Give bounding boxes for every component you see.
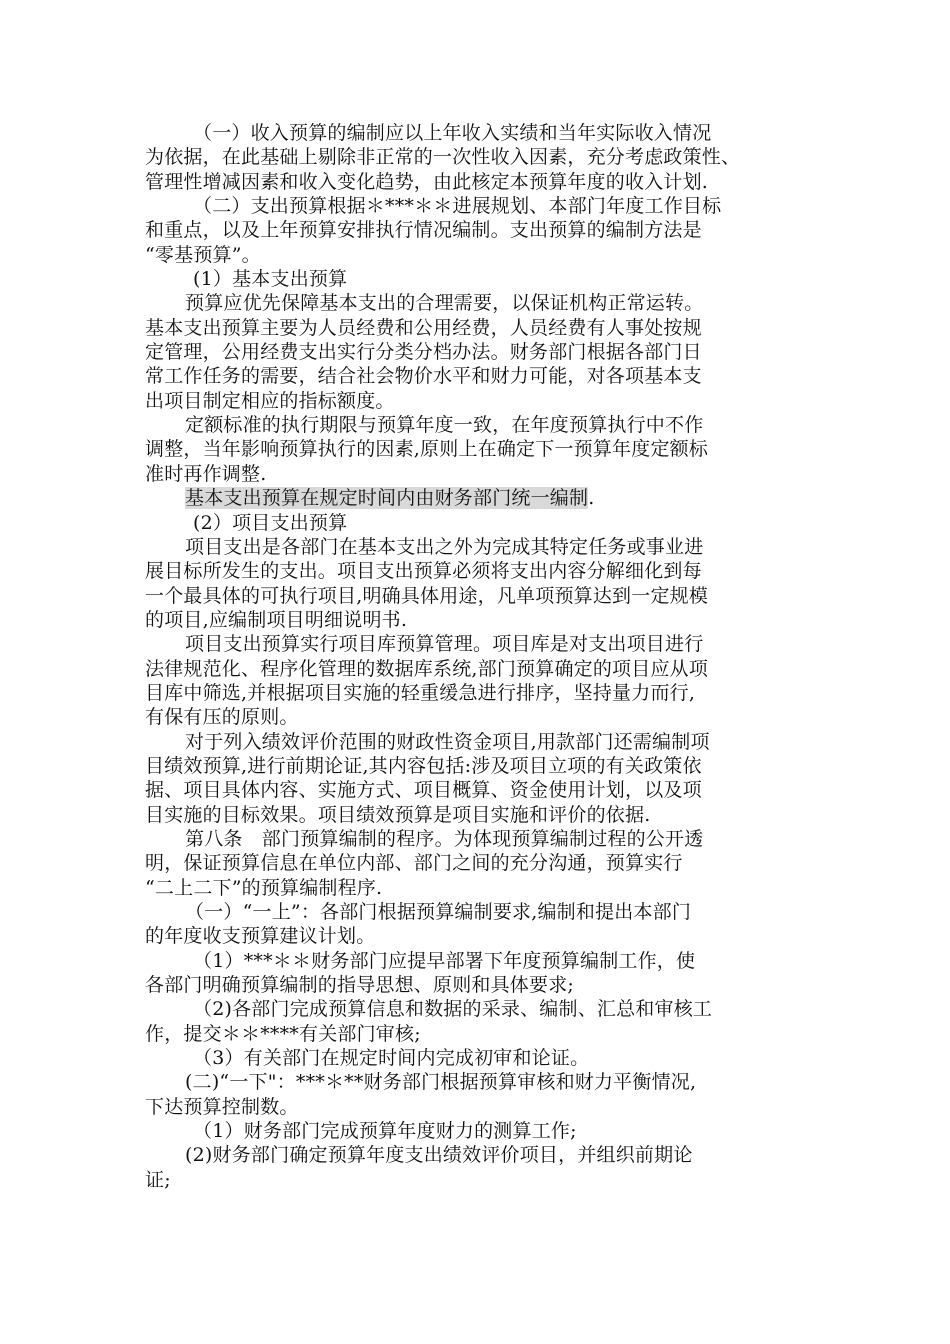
paragraph-line: （二）支出预算根据＊***＊＊进展规划、本部门年度工作目标	[193, 195, 722, 218]
paragraph-line: 调整，当年影响预算执行的因素,原则上在确定下一预算年度定额标	[145, 438, 709, 461]
paragraph-line: “二上二下”的预算编制程序.	[145, 876, 383, 899]
paragraph-line: （1）***＊＊财务部门应提早部署下年度预算编制工作，使	[193, 949, 696, 972]
paragraph-line: 一个最具体的可执行项目,明确具体用途，凡单项预算达到一定规模	[145, 584, 709, 607]
paragraph-line: 和重点，以及上年预算安排执行情况编制。支出预算的编制方法是	[145, 219, 702, 242]
paragraph-line: 据、项目具体内容、实施方式、项目概算、资金使用计划，以及项	[145, 779, 702, 802]
paragraph-line: 出项目制定相应的指标额度。	[145, 389, 395, 412]
paragraph-line: 准时再作调整.	[145, 462, 267, 485]
highlighted-text: 基本支出预算在规定时间内由财务部门统一编制	[185, 487, 589, 510]
paragraph-line: 对于列入绩效评价范围的财政性资金项目,用款部门还需编制项	[185, 730, 710, 753]
paragraph-line: 的项目,应编制项目明细说明书.	[145, 608, 408, 631]
paragraph-line: 有保有压的原则。	[145, 706, 299, 729]
paragraph-line: （一）收入预算的编制应以上年收入实绩和当年实际收入情况	[193, 122, 712, 144]
paragraph-line: 法律规范化、程序化管理的数据库系统,部门预算确定的项目应从项	[145, 657, 709, 680]
paragraph-line: 定管理，公用经费支出实行分类分档办法。财务部门根据各部门日	[145, 341, 702, 364]
document-body	[145, 121, 825, 1192]
paragraph-line: 基本支出预算主要为人员经费和公用经费，人员经费有人事处按规	[145, 316, 702, 339]
paragraph-line: 定额标准的执行期限与预算年度一致，在年度预算执行中不作	[185, 414, 704, 437]
paragraph-line: 的年度收支预算建议计划。	[145, 925, 376, 948]
paragraph-line: “零基预算”。	[145, 243, 261, 266]
paragraph-line: 常工作任务的需要，结合社会物价水平和财力可能，对各项基本支	[145, 365, 702, 388]
paragraph-line: 明，保证预算信息在单位内部、部门之间的充分沟通，预算实行	[145, 852, 683, 875]
paragraph-line: 管理性增减因素和收入变化趋势，由此核定本预算年度的收入计划.	[145, 170, 709, 193]
paragraph-line: 目库中筛选,并根据项目实施的轻重缓急进行排序，坚持量力而行,	[145, 681, 696, 704]
paragraph-line: （1）财务部门完成预算年度财力的测算工作;	[193, 1120, 577, 1143]
paragraph-line: 第八条 部门预算编制的程序。为体现预算编制过程的公开透	[185, 827, 704, 850]
paragraph-line: 各部门明确预算编制的指导思想、原则和具体要求;	[145, 974, 575, 997]
paragraph-line: 作，提交＊＊****有关部门审核;	[145, 1022, 421, 1045]
paragraph-line: (2）项目支出预算	[193, 511, 348, 534]
paragraph-line	[145, 486, 825, 510]
paragraph-line: 下达预算控制数。	[145, 1095, 299, 1118]
paragraph-line: （2)各部门完成预算信息和数据的采录、编制、汇总和审核工	[193, 998, 713, 1021]
paragraph-line: 目实施的目标效果。项目绩效预算是项目实施和评价的依据.	[145, 803, 651, 826]
paragraph-line: 展目标所发生的支出。项目支出预算必须将支出内容分解细化到每	[145, 560, 702, 583]
paragraph-line: (二)“一下"：***＊**财务部门根据预算审核和财力平衡情况,	[185, 1071, 697, 1094]
paragraph-line: （一）“一上”：各部门根据预算编制要求,编制和提出本部门	[185, 901, 692, 923]
paragraph-line: (2)财务部门确定预算年度支出绩效评价项目，并组织前期论	[185, 1144, 693, 1167]
paragraph-line: 项目支出是各部门在基本支出之外为完成其特定任务或事业进	[185, 535, 704, 558]
paragraph-line: 为依据，在此基础上剔除非正常的一次性收入因素，充分考虑政策性、	[145, 146, 741, 169]
paragraph-line: 项目支出预算实行项目库预算管理。项目库是对支出项目进行	[185, 633, 704, 656]
paragraph-line: （3）有关部门在规定时间内完成初审和论证。	[193, 1047, 590, 1070]
line-suffix: .	[588, 487, 595, 510]
paragraph-line: 证;	[145, 1168, 171, 1191]
paragraph-line: (1）基本支出预算	[193, 268, 348, 291]
paragraph-line: 目绩效预算,进行前期论证,其内容包括:涉及项目立项的有关政策依	[145, 754, 702, 777]
paragraph-line: 预算应优先保障基本支出的合理需要，以保证机构正常运转。	[185, 292, 704, 315]
